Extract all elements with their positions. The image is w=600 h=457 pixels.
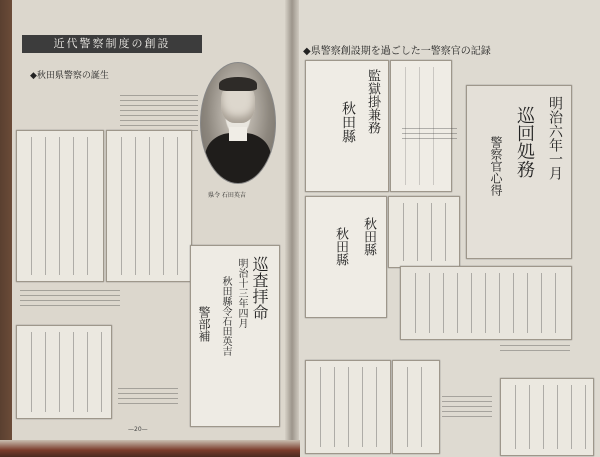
- right-big-calligraphy: [466, 85, 572, 259]
- left-body-text: [120, 95, 198, 135]
- right-document-2: [390, 60, 452, 192]
- left-caption-2: [118, 388, 178, 404]
- mid-col-2: 秋田縣: [333, 227, 348, 266]
- right-caption-3: [500, 345, 570, 355]
- portrait-photo: [200, 62, 276, 184]
- scroll-col-1: 巡査拝命: [250, 256, 269, 320]
- book-gutter: [285, 0, 299, 457]
- page-number: —20—: [128, 426, 148, 433]
- right-caption-1: [402, 128, 457, 142]
- left-calligraphy-scroll: [190, 245, 280, 427]
- left-document-2: [106, 130, 192, 282]
- right-document-1: [305, 60, 389, 192]
- right-document-8: [500, 378, 594, 456]
- scroll-col-2: 明治十三年四月: [236, 258, 247, 328]
- mid-col-1: 秋田縣: [361, 217, 376, 256]
- right-section-title: ◆県警察創設期を過ごした一警察官の記録: [303, 46, 491, 57]
- left-caption-1: [20, 290, 120, 308]
- left-document-1: [16, 130, 104, 282]
- scroll-col-4: 警部補: [197, 306, 211, 342]
- right-document-6: [305, 360, 391, 454]
- big-col-2: 巡回処務: [514, 106, 535, 178]
- right-caption-4: [442, 396, 492, 420]
- chapter-title: 近代警察制度の創設: [22, 35, 202, 53]
- right-document-7: [392, 360, 440, 454]
- right-document-4: [388, 196, 460, 268]
- left-document-3: [16, 325, 112, 419]
- big-col-1: 明治六年一月: [547, 96, 563, 180]
- right-document-3: [305, 196, 387, 318]
- portrait-caption: 県令 石田英吉: [208, 192, 246, 199]
- scroll-col-3: 秋田縣令石田英吉: [220, 276, 231, 356]
- right-top-col-1: 監獄掛兼務: [365, 69, 380, 134]
- right-document-5: [400, 266, 572, 340]
- right-top-col-2: 秋田縣: [340, 101, 356, 143]
- book-cover-edge: [0, 440, 300, 457]
- big-col-3: 警察官心得: [489, 136, 503, 196]
- left-section-title: ◆秋田県警察の誕生: [30, 71, 109, 81]
